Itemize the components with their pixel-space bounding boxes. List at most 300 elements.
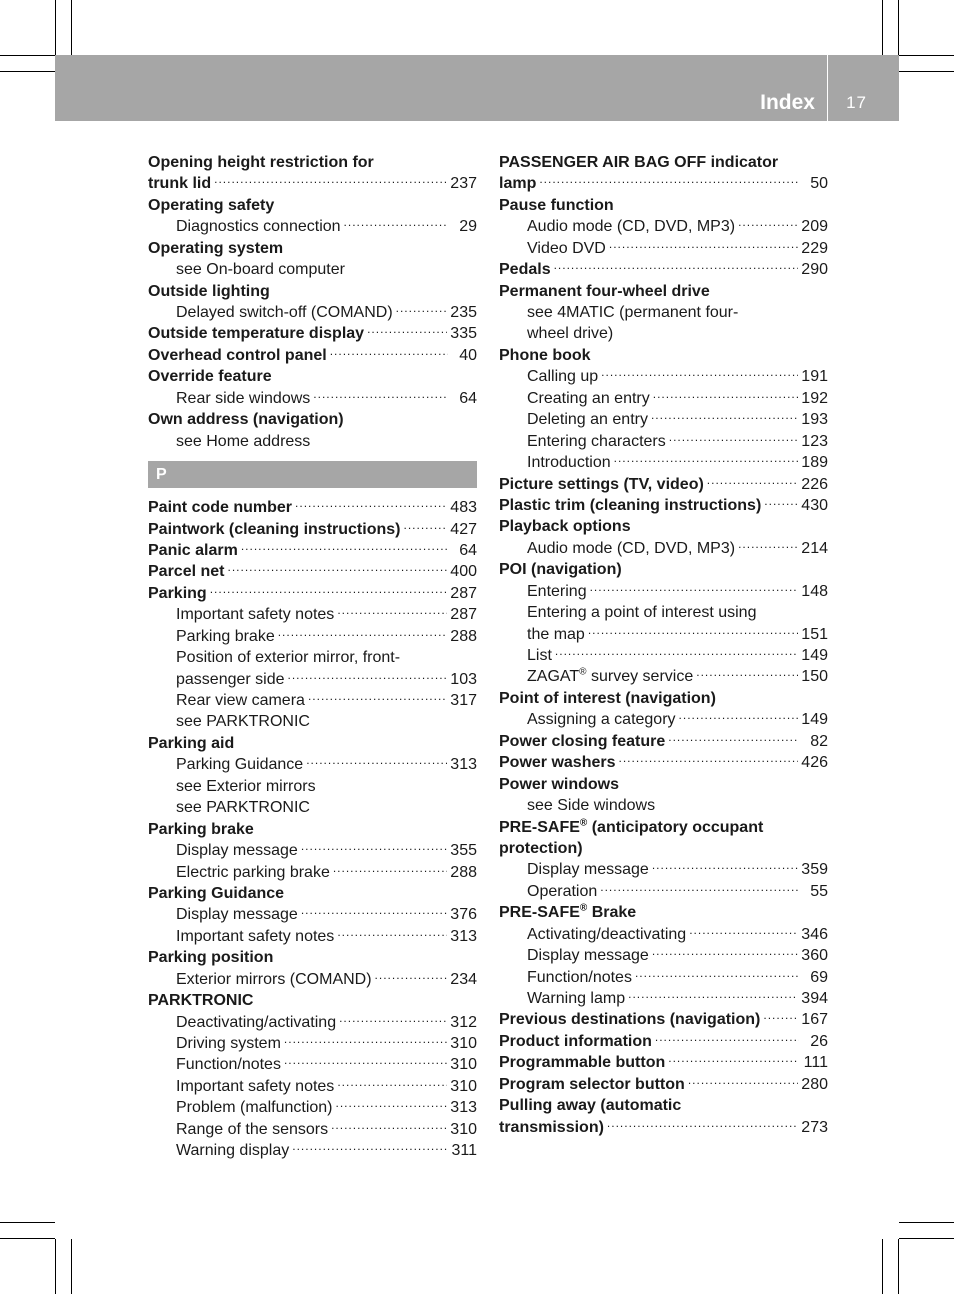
dot-leader [284,1029,447,1050]
page-reference: 209 [801,218,828,236]
index-subentry [148,926,477,947]
entry-label [176,1054,281,1075]
entry-label-text: Outside temperature display [148,325,365,343]
entry-label-text: see PARKTRONIC [176,713,310,731]
page-reference: 287 [450,606,477,624]
entry-label-text: Function/notes [527,968,632,986]
entry-label-text: the map [527,625,585,643]
page-header [55,55,899,121]
index-subentry [148,388,477,409]
entry-label [499,173,536,194]
entry-label [148,497,292,518]
index-subentry [148,862,477,883]
entry-label-text: Product information [499,1032,652,1050]
index-subentry [148,216,477,237]
index-subentry [499,581,828,602]
entry-label-text: Parcel net [148,563,225,581]
page-reference: 288 [450,863,477,881]
dot-leader [337,600,447,621]
entry-label-text: Display message [176,906,298,924]
page-reference: 149 [801,711,828,729]
entry-label-text: Paint code number [148,499,293,517]
entry-label-text: see Home address [176,432,311,450]
entry-label-text: Deleting an entry [527,411,648,429]
dot-leader [689,920,798,941]
page-reference: 148 [801,582,828,600]
page-reference: 64 [459,389,477,407]
entry-label-text: Display message [176,842,298,860]
entry-label-text: Diagnostics connection [176,218,341,236]
crop-mark [899,71,954,72]
page-reference: 123 [801,432,828,450]
crop-mark [899,1238,954,1239]
page-reference: 191 [801,368,828,386]
entry-label [148,583,207,604]
page-reference: 310 [450,1056,477,1074]
entry-label [499,902,636,923]
page-reference: 82 [810,732,828,750]
entry-label-text: Important safety notes [176,606,335,624]
entry-label [499,345,591,366]
dot-leader [375,965,448,986]
entry-label-text: ZAGAT [527,668,580,686]
entry-label-text: Driving system [176,1035,281,1053]
dot-leader [301,836,447,857]
entry-label-text: Display message [527,947,649,965]
entry-label [527,538,735,559]
entry-label [176,388,310,409]
dot-leader [696,662,798,683]
entry-label-text: Opening height restriction for [148,153,374,171]
entry-label-text: Panic alarm [148,541,238,559]
entry-label-text: Pulling away (automatic [499,1097,682,1115]
entry-label-text: Audio mode (CD, DVD, MP3) [527,218,736,236]
index-subentry [148,712,477,733]
index-subentry [148,754,477,775]
entry-label-text: Activating/deactivating [527,925,687,943]
entry-label-text: Own address (navigation) [148,411,344,429]
page-reference: 69 [810,968,828,986]
dot-leader [367,319,447,340]
dot-leader [619,748,799,769]
dot-leader [738,534,798,555]
entry-label [148,883,284,904]
entry-label [527,388,650,409]
index-entry [499,774,828,795]
entry-label [176,840,298,861]
page-reference: 167 [801,1011,828,1029]
dot-leader [614,448,799,469]
entry-label-text: see Exterior mirrors [176,777,316,795]
entry-label-text: Display message [527,861,649,879]
index-subentry [499,795,828,816]
page-reference: 426 [801,754,828,772]
page-reference: 226 [801,475,828,493]
index-entry [499,752,828,773]
page-reference: 111 [803,1054,828,1072]
entry-label-text: Range of the sensors [176,1120,329,1138]
entry-label-text: Exterior mirrors (COMAND) [176,970,372,988]
dot-leader [668,1048,799,1069]
entry-label [499,1031,652,1052]
registered-mark: ® [579,667,587,679]
entry-label-text: Entering a point of interest using [527,604,757,622]
page-reference: 400 [450,563,477,581]
dot-leader [301,900,447,921]
entry-label [176,431,310,452]
entry-label-text: see On-board computer [176,261,345,279]
entry-label [176,216,341,237]
index-subentry [148,1140,477,1161]
index-entry [499,281,828,302]
registered-mark: ® [579,817,588,829]
index-entry [499,817,828,838]
dot-leader [679,705,799,726]
entry-label [148,173,211,194]
entry-label [176,1097,333,1118]
dot-leader [284,1050,447,1071]
dot-leader [590,577,799,598]
dot-leader [396,298,448,319]
entry-label [499,1117,604,1138]
entry-label-text: Parking Guidance [148,884,285,902]
entry-label-text: Power washers [499,754,616,772]
crop-mark [0,71,55,72]
entry-label [499,817,763,838]
entry-label-text: Power windows [499,775,620,793]
entry-label-text: Electric parking brake [176,863,330,881]
page-reference: 313 [450,756,477,774]
dot-leader [214,169,447,190]
entry-label [499,281,710,302]
crop-mark [882,1239,883,1294]
entry-label [527,323,613,344]
page-reference: 55 [810,882,828,900]
page-reference: 290 [801,261,828,279]
entry-label [176,1033,281,1054]
section-letter-p: P [148,461,477,488]
entry-label-text: see PARKTRONIC [176,799,310,817]
page-reference: 50 [810,175,828,193]
dot-leader [403,515,447,536]
entry-label [148,819,254,840]
dot-leader [607,1113,798,1134]
entry-label [176,754,303,775]
page-reference: 310 [450,1120,477,1138]
entry-label [527,581,587,602]
dot-leader [331,1115,447,1136]
entry-label-text: Pause function [499,196,614,214]
entry-label [176,690,305,711]
entry-label-text: List [527,647,552,665]
entry-label-text: Function/notes [176,1056,281,1074]
page-reference: 214 [801,539,828,557]
crop-mark [55,0,56,55]
entry-label-text: Parking Guidance [176,756,304,774]
page-reference: 287 [450,584,477,602]
dot-leader [295,493,447,514]
entry-label [499,1052,665,1073]
entry-label [148,990,253,1011]
index-entry [499,259,828,280]
entry-label-text: Creating an entry [527,389,650,407]
dot-leader [652,855,798,876]
crop-mark [0,1238,55,1239]
entry-label [527,988,625,1009]
page-reference: 64 [459,541,477,559]
index-subentry [499,302,828,323]
index-entry [499,1117,828,1138]
entry-label-text: Playback options [499,518,631,536]
dot-leader [651,405,798,426]
entry-label-text: Introduction [527,454,611,472]
entry-label [499,474,704,495]
page-number: 17 [846,93,867,112]
page-reference: 103 [450,670,477,688]
entry-label [527,795,655,816]
entry-label-text: Outside lighting [148,282,270,300]
dot-leader [292,1136,448,1157]
index-column-right [499,152,828,1138]
crop-mark [0,1222,55,1223]
entry-label-text: Overhead control panel [148,346,327,364]
page-reference: 193 [801,411,828,429]
page-reference: 346 [801,925,828,943]
entry-label-text: Pedals [499,261,551,279]
entry-label-text: Important safety notes [176,927,335,945]
dot-leader [738,212,798,233]
registered-mark: ® [579,902,588,914]
entry-label-continued: survey service [586,668,694,686]
crop-mark [882,0,883,55]
dot-leader [306,750,447,771]
index-list-p-continued [499,152,828,1138]
crop-mark [0,55,55,56]
entry-label [176,797,310,818]
dot-leader [210,579,448,600]
index-column-left [148,152,477,1162]
entry-label-text: Delayed switch-off (COMAND) [176,304,393,322]
dot-leader [653,384,799,405]
page-reference: 376 [450,906,477,924]
entry-label-text: PASSENGER AIR BAG OFF indicator [499,153,779,171]
dot-leader [609,234,798,255]
page-reference: 235 [450,304,477,322]
dot-leader [241,536,448,557]
entry-label-text: Override feature [148,368,272,386]
entry-label-text: Rear side windows [176,389,311,407]
entry-label [527,452,611,473]
page-reference: 430 [801,496,828,514]
page-reference: 29 [459,218,477,236]
entry-label-text: Paintwork (cleaning instructions) [148,520,401,538]
dot-leader [339,1008,447,1029]
page-reference: 229 [801,239,828,257]
index-list-o [148,152,477,452]
entry-label-text: Parking position [148,949,274,967]
page-reference: 310 [450,1035,477,1053]
entry-label [148,733,234,754]
dot-leader [588,620,798,641]
entry-label-text: PRE-SAFE [499,904,580,922]
entry-label-continued: Brake [587,904,637,922]
entry-label-text: Calling up [527,368,599,386]
entry-label-text: Operating system [148,239,284,257]
index-subentry [148,969,477,990]
entry-label [499,516,631,537]
entry-label [527,645,552,666]
page-reference: 394 [801,990,828,1008]
index-entry [148,238,477,259]
entry-label-text: Picture settings (TV, video) [499,475,704,493]
index-subentry [148,776,477,797]
crop-mark [899,55,954,56]
page-reference: 26 [810,1032,828,1050]
entry-label [176,904,298,925]
entry-label [176,302,393,323]
entry-label [527,967,632,988]
entry-label [176,862,330,883]
entry-label-text: Phone book [499,346,591,364]
page-reference: 313 [450,1099,477,1117]
page-reference: 288 [450,627,477,645]
dot-leader [330,341,448,362]
page-reference: 234 [450,970,477,988]
page-reference: 40 [459,346,477,364]
entry-label [527,666,693,687]
index-entry [148,173,477,194]
entry-label-text: Parking brake [148,820,254,838]
entry-label-text: Video DVD [527,239,606,257]
entry-label [527,366,598,387]
dot-leader [337,1072,447,1093]
page-reference: 312 [450,1013,477,1031]
entry-label [148,195,274,216]
entry-label-text: Operating safety [148,196,275,214]
dot-leader [337,922,447,943]
crop-mark [55,1239,56,1294]
index-entry [148,409,477,430]
entry-label-text: Problem (malfunction) [176,1099,333,1117]
entry-label-text: Warning lamp [527,990,626,1008]
dot-leader [688,1070,798,1091]
entry-label-text: wheel drive) [527,325,614,343]
entry-label [499,195,614,216]
entry-label-text: Operation [527,882,598,900]
entry-label-text: Rear view camera [176,692,305,710]
index-subentry [148,259,477,280]
entry-label-text: Parking brake [176,627,275,645]
header-divider [827,55,828,121]
dot-leader [554,255,799,276]
page-reference: 189 [801,454,828,472]
entry-label [148,345,327,366]
entry-label [176,776,316,797]
entry-label [499,752,616,773]
crop-mark [71,1239,72,1294]
entry-label-text: Warning display [176,1142,290,1160]
page-reference: 149 [801,647,828,665]
entry-label-text: Position of exterior mirror, front- [176,649,401,667]
dot-leader [278,622,448,643]
entry-label-text: Parking aid [148,734,235,752]
page-reference: 150 [801,668,828,686]
dot-leader [601,362,798,383]
dot-leader [288,665,448,686]
entry-label [176,926,334,947]
page-reference: 355 [450,842,477,860]
index-subentry [499,881,828,902]
entry-label [499,259,551,280]
dot-leader [635,963,799,984]
crop-mark [898,1239,899,1294]
entry-label [148,281,270,302]
page-reference: 360 [801,947,828,965]
index-subentry [499,538,828,559]
entry-label-text: Parking [148,584,207,602]
entry-label [176,626,275,647]
page-reference: 311 [451,1142,477,1160]
entry-label [176,1140,289,1161]
dot-leader [669,427,799,448]
dot-leader [344,212,448,233]
entry-label [499,838,583,859]
entry-label [527,709,676,730]
entry-label-text: lamp [499,175,537,193]
entry-label-text: transmission) [499,1118,604,1136]
entry-label-text: Point of interest (navigation) [499,689,716,707]
entry-label-text: POI (navigation) [499,561,622,579]
dot-leader [336,1093,448,1114]
page-reference: 359 [801,861,828,879]
entry-label-text: Program selector button [499,1075,685,1093]
dot-leader [308,686,447,707]
entry-label [176,969,372,990]
entry-label-text: see 4MATIC (permanent four- [527,304,739,322]
entry-label [176,711,310,732]
dot-leader [707,470,799,491]
page-reference: 273 [801,1118,828,1136]
entry-label [527,881,597,902]
dot-leader [652,941,798,962]
entry-label-text: PRE-SAFE [499,818,580,836]
entry-label-text: see Side windows [527,797,656,815]
dot-leader [313,384,448,405]
entry-label [176,669,285,690]
index-subentry [499,667,828,688]
entry-label-text: Permanent four-wheel drive [499,282,710,300]
entry-label-text: Entering characters [527,432,666,450]
entry-label [527,302,738,323]
page-reference: 192 [801,389,828,407]
entry-label [176,1076,334,1097]
dot-leader [764,491,798,512]
entry-label-text: Entering [527,582,587,600]
dot-leader [555,641,798,662]
dot-leader [333,858,447,879]
index-entry [499,1074,828,1095]
entry-label-text: Programmable button [499,1054,666,1072]
entry-label-text: PARKTRONIC [148,992,254,1010]
entry-label [148,540,238,561]
entry-label-text: Audio mode (CD, DVD, MP3) [527,539,736,557]
crop-mark [898,0,899,55]
entry-label [148,947,273,968]
crop-mark [899,1222,954,1223]
entry-label [148,409,344,430]
entry-label-text: protection) [499,839,583,857]
page-reference: 151 [801,625,828,643]
